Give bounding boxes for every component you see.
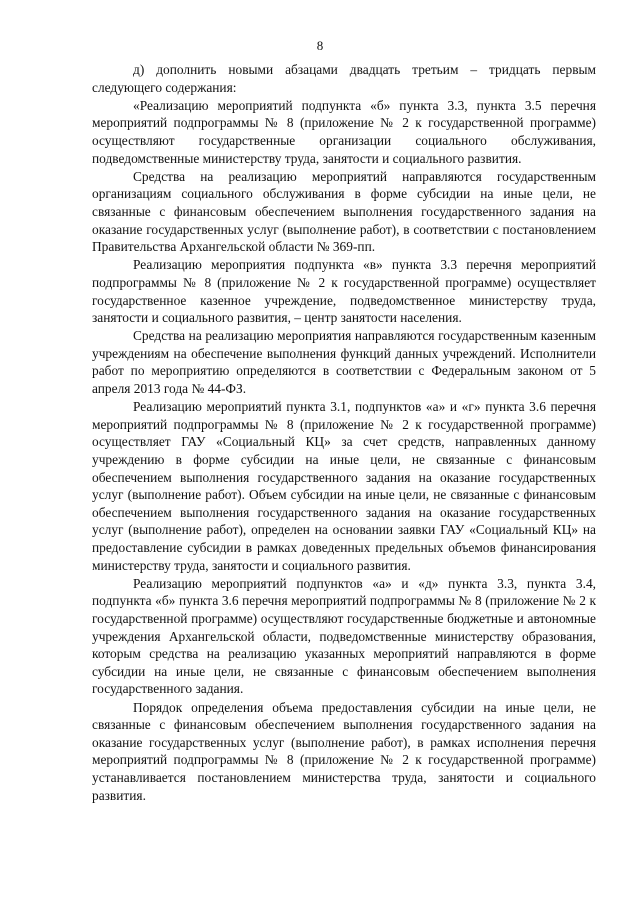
paragraph-subsidy-procedure: Порядок определения объема предоставления субсидии на иные цели, не связанные с финансовым обеспечением выполнения государственного задания на оказание государственных услуг (выполнение работ), в рамках исполнения перечня мероприятий подпрограммы № 8 (приложение № 2 к государственной программе) устанавливается постановлением министерства труда, занятости и социального развития. <box>92 699 596 803</box>
paragraph-funding-social-service: Средства на реализацию мероприятий направляются государственным организациям социального обслуживания в форме субсидии на иные цели, не связанные с финансовым обеспечением выполнения государственного задания на оказание государственных услуг (выполнение работ), в соответствии с постановлением Правительства Архангельской области № 369-пп. <box>92 168 596 255</box>
paragraph-amendment-intro: д) дополнить новыми абзацами двадцать третьим – тридцать первым следующего содержания: <box>92 62 596 95</box>
document-body <box>92 61 596 805</box>
paragraph-implementation-3-3a: Реализацию мероприятий подпунктов «а» и «д» пункта 3.3, пункта 3.4, подпункта «б» пункта 3.6 перечня мероприятий подпрограммы № 8 (приложение № 2 к государственной программе) осуществляют государственные бюджетные и автономные учреждения Архангельской области, подведомственные министерству образования, которым средства на реализацию указанных мероприятий направляются в форме субсидии на иные цели, не связанные с финансовым обеспечением выполнения государственного задания. <box>92 575 596 697</box>
paragraph-implementation-3-1: Реализацию мероприятий пункта 3.1, подпунктов «а» и «г» пункта 3.6 перечня мероприятий подпрограммы № 8 (приложение № 2 к государственной программе) осуществляет ГАУ «Социальный КЦ» за счет средств, направленных данному учреждению в форме субсидии на иные цели, не связанные с финансовым обеспечением выполнения государственного задания на оказание государственных услуг (выполнение работ). Объем субсидии на иные цели, не связанные с финансовым обеспечением выполнения государственного задания на оказание государственных услуг (выполнение работ), определен на основании заявки ГАУ «Социальный КЦ» на предоставление субсидии в рамках доведенных предельных объемов финансирования министерству труда, занятости и социального развития. <box>92 399 596 573</box>
paragraph-funding-state-institutions: Средства на реализацию мероприятия направляются государственным казенным учреждениям на обеспечение выполнения функций данных учреждений. Исполнители работ по мероприятию определяются в соответствии с Федеральным законом от 5 апреля 2013 года № 44-ФЗ. <box>92 328 596 397</box>
page-number: 8 <box>316 38 324 53</box>
paragraph-implementation-3-3b: «Реализацию мероприятий подпункта «б» пункта 3.3, пункта 3.5 перечня мероприятий подпрограммы № 8 (приложение № 2 к государственной программе) осуществляют государственные организации социального обслуживания, подведомственные министерству труда, занятости и социального развития. <box>92 97 596 166</box>
paragraph-implementation-3-3v: Реализацию мероприятия подпункта «в» пункта 3.3 перечня мероприятий подпрограммы № 8 (приложение № 2 к государственной программе) осуществляет государственное казенное учреждение, подведомственное министерству труда, занятости и социального развития, – центр занятости населения. <box>92 257 596 326</box>
